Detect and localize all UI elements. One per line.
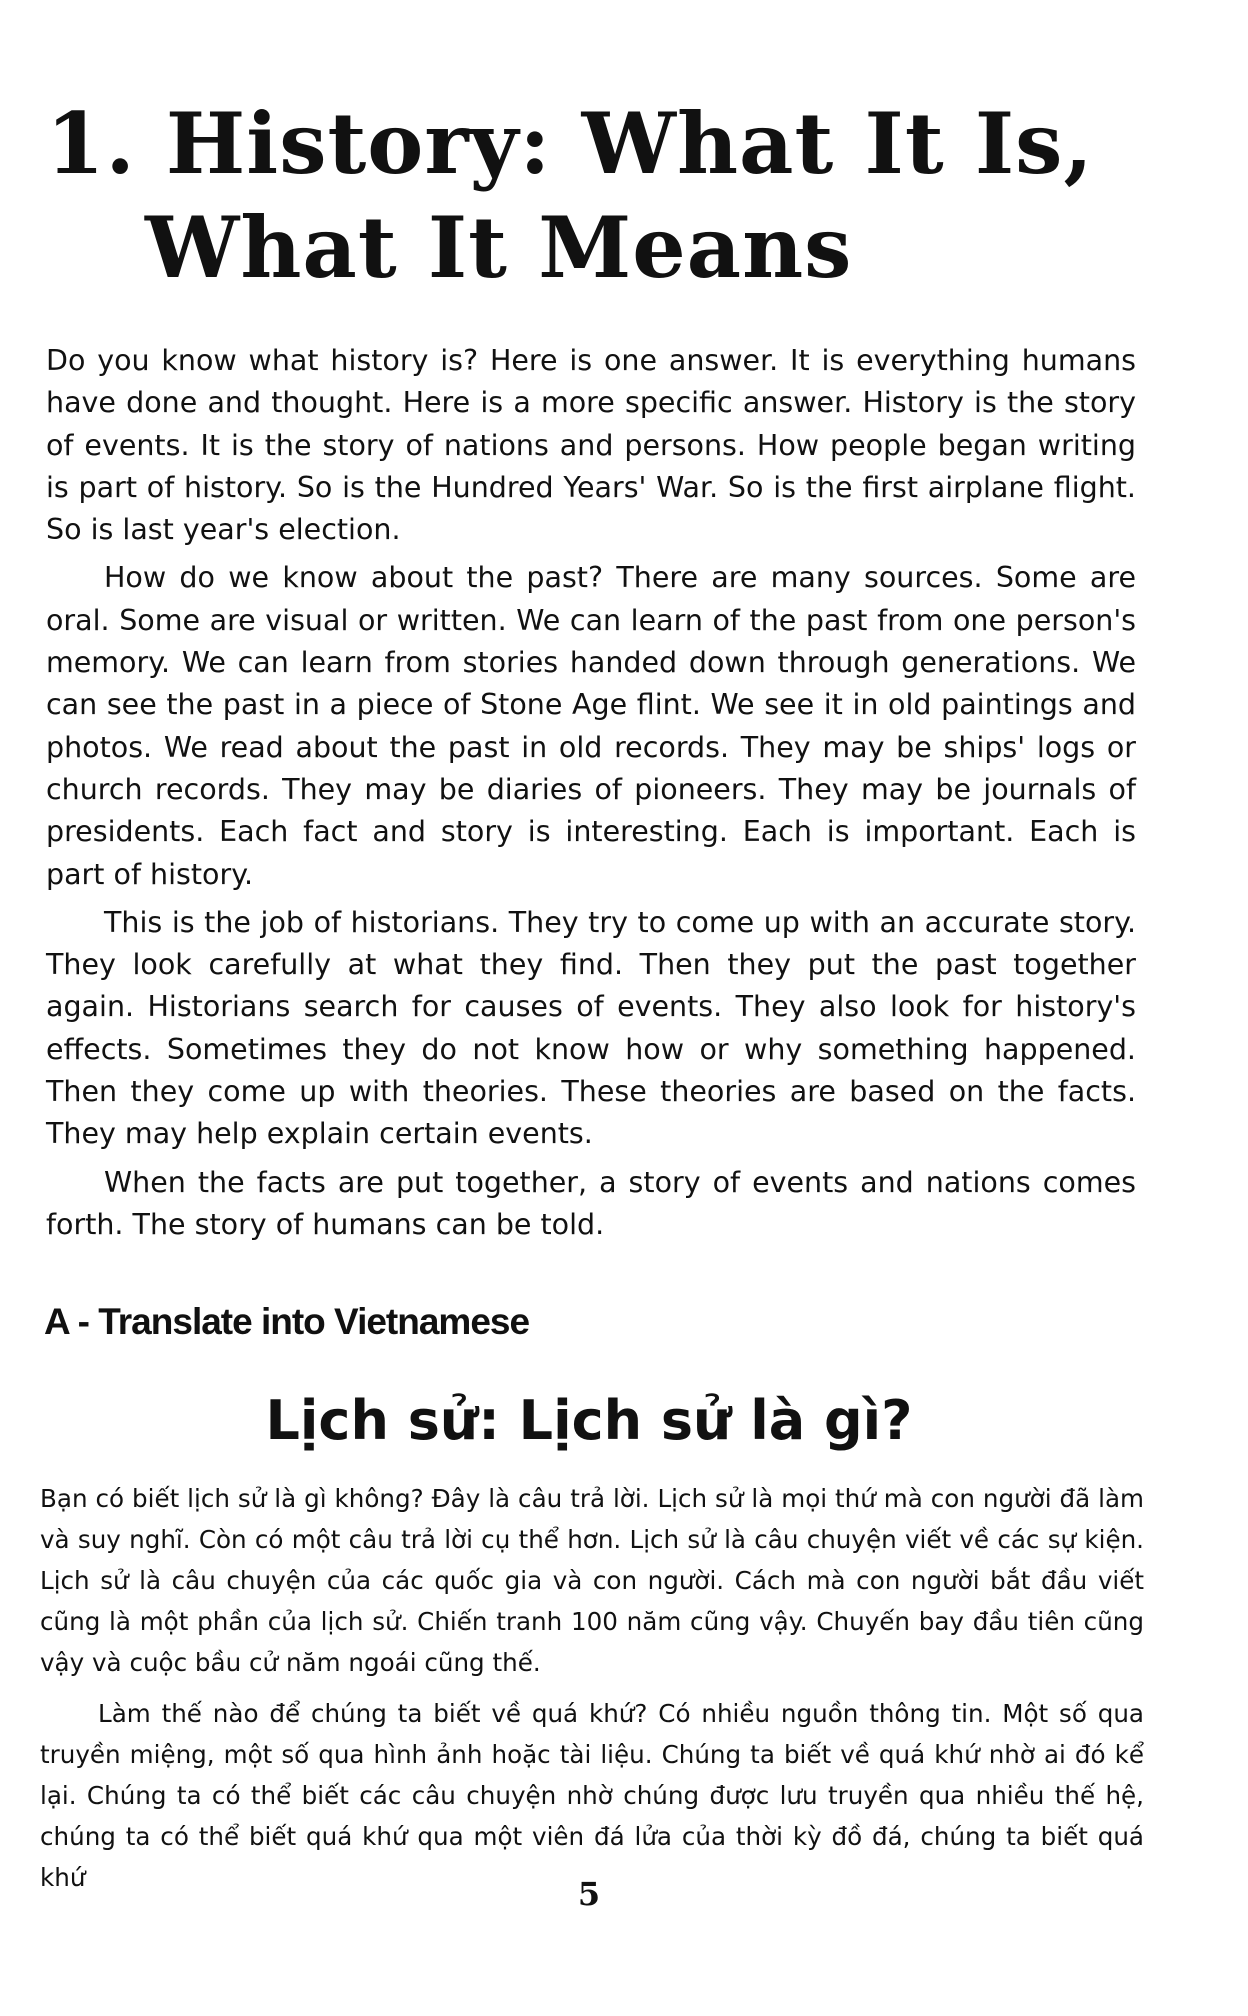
page-number: 5 [577,1875,601,1913]
chapter-title-line-2: What It Means [145,198,853,297]
translation-title: Lịch sử: Lịch sử là gì? [265,1389,913,1452]
chapter-title [46,92,1094,300]
reading-paragraph: When the facts are put together, a story of events and nations comes forth. The story of humans can be told. [46,1165,1136,1241]
translation-paragraph: Bạn có biết lịch sử là gì không? Đây là câu trả lời. Lịch sử là mọi thứ mà con người đã làm và suy nghĩ. Còn có một câu trả lời cụ thể hơn. Lịch sử là câu chuyện viết về các sự kiện. Lịch sử là câu chuyện của các quốc gia và con người. Cách mà con người bắt đầu viết cũng là một phần của lịch sử. Chiến tranh 100 năm cũng vậy. Chuyến bay đầu tiên cũng vậy và cuộc bầu cử năm ngoái cũng thế. [40,1484,1144,1677]
translation-passage [40,1478,1144,1908]
translation-paragraph: Làm thế nào để chúng ta biết về quá khứ? Có nhiều nguồn thông tin. Một số qua truyền miệng, một số qua hình ảnh hoặc tài liệu. Chúng ta biết về quá khứ nhờ ai đó kể lại. Chúng ta có thể biết các câu chuyện nhờ chúng được lưu truyền qua nhiều thế hệ, chúng ta có thể biết quá khứ qua một viên đá lửa của thời kỳ đồ đá, chúng ta biết quá khứ [40,1699,1144,1892]
reading-passage [46,340,1136,1252]
reading-paragraph: Do you know what history is? Here is one answer. It is everything humans have done and thought. Here is a more specific answer. History is the story of events. It is the story of nations and persons. How people began writing is part of history. So is the Hundred Years' War. So is the first airplane flight. So is last year's election. [46,344,1136,547]
reading-paragraph: This is the job of historians. They try to come up with an accurate story. They look carefully at what they find. Then they put the past together again. Historians search for causes of events. They also look for history's effects. Sometimes they do not know how or why something happened. Then they come up with theories. These theories are based on the facts. They may help explain certain events. [46,905,1136,1151]
exercise-heading: A - Translate into Vietnamese [44,1301,530,1342]
reading-paragraph: How do we know about the past? There are many sources. Some are oral. Some are visual or written. We can learn of the past from one person's memory. We can learn from stories handed down through generations. We can see the past in a piece of Stone Age flint. We see it in old paintings and photos. We read about the past in old records. They may be ships' logs or church records. They may be diaries of pioneers. They may be journals of presidents. Each fact and story is interesting. Each is important. Each is part of history. [46,561,1136,891]
chapter-title-line-1: 1. History: What It Is, [46,94,1094,193]
